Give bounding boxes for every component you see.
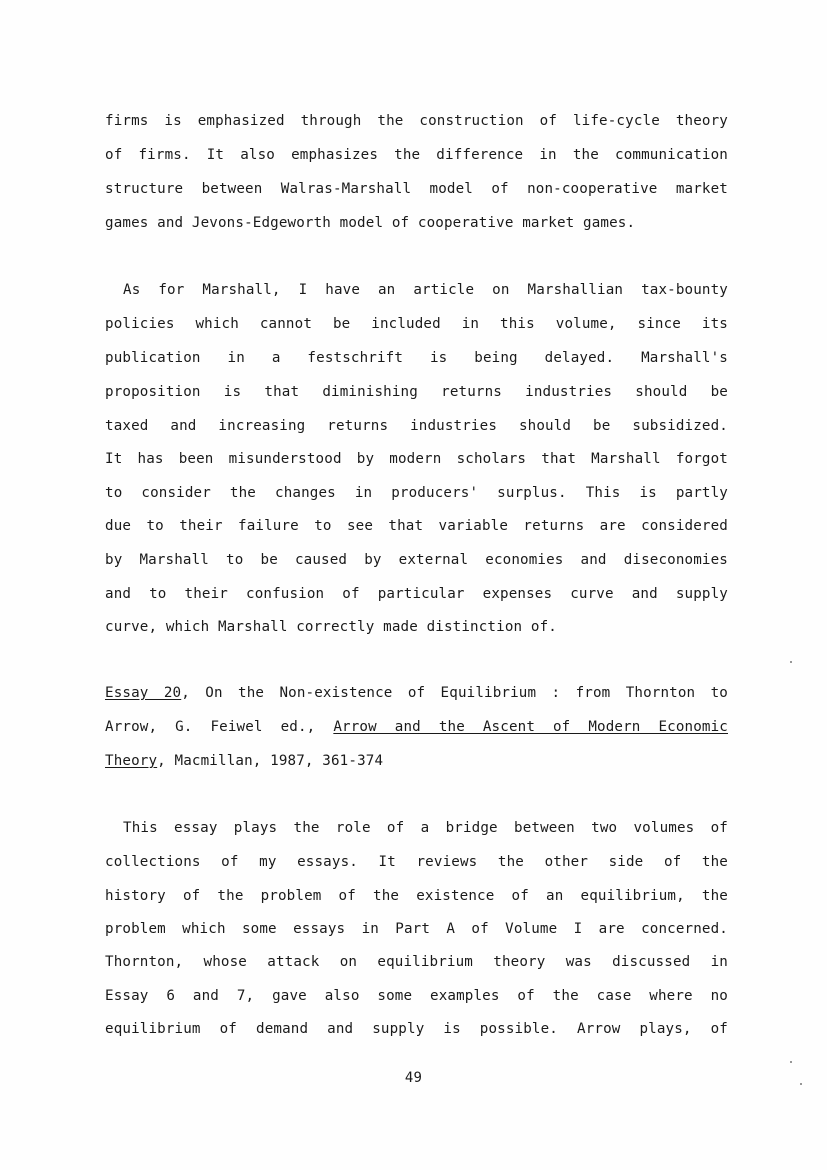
text-line: firms is emphasized through the construction of life-cycle theory <box>105 113 728 129</box>
text-line: curve, which Marshall correctly made distinction of. <box>105 619 557 635</box>
essay-heading-line-3 <box>105 752 728 770</box>
text-line: by Marshall to be caused by external economies and diseconomies <box>105 552 728 568</box>
essay-heading-line-2 <box>105 718 728 736</box>
text-line: and to their confusion of particular expenses curve and supply <box>105 586 728 602</box>
text-line: As for Marshall, I have an article on Marshallian tax-bounty <box>123 282 728 298</box>
book-title-continued: Theory <box>105 753 158 769</box>
essay-heading-line-1 <box>105 684 728 702</box>
text-line: problem which some essays in Part A of Volume I are concerned. <box>105 921 728 937</box>
scan-speck <box>790 1061 792 1063</box>
publisher-text: , Macmillan, 1987, 361-374 <box>157 753 384 769</box>
text-line: equilibrium of demand and supply is possible. Arrow plays, of <box>105 1021 728 1037</box>
text-line: history of the problem of the existence of an equilibrium, the <box>105 888 728 904</box>
text-line: publication in a festschrift is being delayed. Marshall's <box>105 350 728 366</box>
text-line: taxed and increasing returns industries should be subsidized. <box>105 418 728 434</box>
text-line: collections of my essays. It reviews the other side of the <box>105 854 728 870</box>
text-line: Essay 6 and 7, gave also some examples of the case where no <box>105 988 728 1004</box>
essay-citation-text: Arrow, G. Feiwel ed., <box>105 719 334 735</box>
text-line: to consider the changes in producers' surplus. This is partly <box>105 485 728 501</box>
text-line: due to their failure to see that variable returns are considered <box>105 518 728 534</box>
text-line: proposition is that diminishing returns industries should be <box>105 384 728 400</box>
scan-speck <box>800 1083 802 1085</box>
text-line: of firms. It also emphasizes the difference in the communication <box>105 147 728 163</box>
text-line: Thornton, whose attack on equilibrium theory was discussed in <box>105 954 728 970</box>
text-line: games and Jevons-Edgeworth model of cooperative market games. <box>105 215 636 231</box>
text-line: This essay plays the role of a bridge between two volumes of <box>123 820 728 836</box>
text-line: It has been misunderstood by modern scholars that Marshall forgot <box>105 451 728 467</box>
essay-label: Essay 20 <box>105 685 182 701</box>
text-line: structure between Walras-Marshall model of non-cooperative market <box>105 181 728 197</box>
scan-speck <box>790 661 792 663</box>
book-title: Arrow and the Ascent of Modern Economic <box>333 719 728 735</box>
page-number: 49 <box>404 1070 423 1086</box>
text-line: policies which cannot be included in this volume, since its <box>105 316 728 332</box>
essay-title-text: , On the Non-existence of Equilibrium : from Thornton to <box>181 685 728 701</box>
